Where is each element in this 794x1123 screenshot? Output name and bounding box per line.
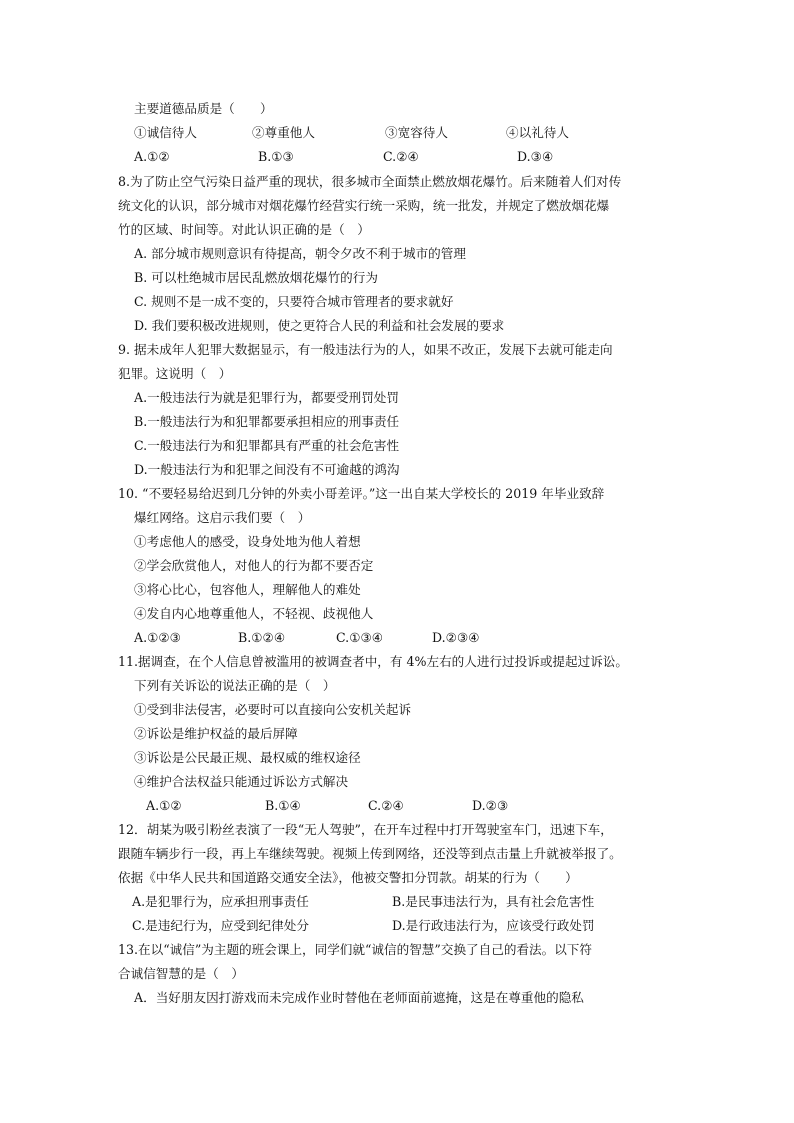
q12-option: D.是行政违法行为，应该受行政处罚: [392, 918, 595, 933]
q10-item: ④发自内心地尊重他人，不轻视、歧视他人: [134, 606, 374, 621]
q13-stem-line: 13.在以“诚信”为主题的班会课上，同学们就“诚信的智慧”交换了自己的看法。以下符: [118, 942, 592, 957]
q13-stem-line: 合诚信智慧的是（ ）: [118, 966, 244, 981]
q7-item: ①诚信待人: [134, 125, 197, 140]
q9-option: D.一般违法行为和犯罪之间没有不可逾越的鸿沟: [134, 462, 400, 477]
q9-stem-line: 9. 据未成年人犯罪大数据显示，有一般违法行为的人，如果不改正，发展下去就可能走向: [118, 342, 613, 357]
q12-options-row1: [132, 896, 652, 912]
q11-option: D.②③: [472, 798, 509, 813]
q12-option: C.是违纪行为，应受到纪律处分: [132, 918, 309, 933]
q9-option: B.一般违法行为和犯罪都要承担相应的刑事责任: [134, 414, 400, 429]
q11-option: B.①④: [265, 798, 301, 813]
q12-option: A.是犯罪行为，应承担刑事责任: [132, 894, 309, 909]
q10-options: [134, 632, 534, 648]
q11-item: ③诉讼是公民最正规、最权威的维权途径: [134, 750, 361, 765]
q10-stem-line: 10. “不要轻易给迟到几分钟的外卖小哥差评。”这一出自某大学校长的 2019 年毕业致辞: [118, 486, 605, 501]
q11-stem-line: 下列有关诉讼的说法正确的是（ ）: [134, 678, 336, 693]
q12-stem-line: 12．胡某为吸引粉丝表演了一段“无人驾驶”，在开车过程中打开驾驶室车门，迅速下车，: [118, 822, 613, 837]
q7-option: B.①③: [258, 149, 294, 164]
q8-stem-line: 统文化的认识，部分城市对烟花爆竹经营实行统一采购，统一批发，并规定了燃放烟花爆: [118, 198, 610, 213]
q11-option: A.①②: [146, 798, 182, 813]
q10-stem-line: 爆红网络。这启示我们要（ ）: [134, 510, 311, 525]
q10-option: A.①②③: [134, 630, 181, 645]
q7-item: ③宽容待人: [385, 125, 448, 140]
q10-option: C.①③④: [336, 630, 384, 645]
q7-stem-tail: 主要道德品质是（ ）: [134, 101, 273, 116]
q8-option: D. 我们要积极改进规则，使之更符合人民的利益和社会发展的要求: [134, 318, 505, 333]
q11-item: ④维护合法权益只能通过诉讼方式解决: [134, 774, 349, 789]
q11-item: ②诉讼是维护权益的最后屏障: [134, 726, 298, 741]
q10-item: ①考虑他人的感受，设身处地为他人着想: [134, 534, 361, 549]
q11-options: [146, 800, 546, 816]
q8-option: B. 可以杜绝城市居民乱燃放烟花爆竹的行为: [134, 270, 378, 285]
q12-option: B.是民事违法行为，具有社会危害性: [392, 894, 595, 909]
q11-stem-line: 11.据调查，在个人信息曾被滥用的被调查者中，有 4%左右的人进行过投诉或提起过诉讼。: [118, 654, 628, 669]
q12-options-row2: [132, 920, 652, 936]
q10-item: ③将心比心，包容他人，理解他人的难处: [134, 582, 361, 597]
q7-option: A.①②: [134, 149, 170, 164]
q8-option: C. 规则不是一成不变的，只要符合城市管理者的要求就好: [134, 294, 454, 309]
q11-item: ①受到非法侵害，必要时可以直接向公安机关起诉: [134, 702, 412, 717]
q12-stem-line: 跟随车辆步行一段，再上车继续驾驶。视频上传到网络，还没等到点击量上升就被举报了。: [118, 846, 622, 861]
q8-stem-line: 8.为了防止空气污染日益严重的现状，很多城市全面禁止燃放烟花爆竹。后来随着人们对传: [118, 174, 622, 189]
q10-option: B.①②④: [238, 630, 286, 645]
q9-option: C.一般违法行为和犯罪都具有严重的社会危害性: [134, 438, 400, 453]
q7-item: ④以礼待人: [506, 125, 569, 140]
q12-stem-line: 依据《中华人民共和国道路交通安全法》，他被交警扣分罚款。胡某的行为（ ）: [118, 870, 578, 885]
q7-option: C.②④: [383, 149, 419, 164]
q11-option: C.②④: [368, 798, 404, 813]
q13-option: A．当好朋友因打游戏而未完成作业时替他在老师面前遮掩，这是在尊重他的隐私: [134, 990, 584, 1005]
q7-options: [134, 151, 594, 167]
q10-option: D.②③④: [432, 630, 480, 645]
q10-item: ②学会欣赏他人，对他人的行为都不要否定: [134, 558, 374, 573]
q9-stem-line: 犯罪。这说明（ ）: [118, 366, 232, 381]
q7-item: ②尊重他人: [252, 125, 315, 140]
q8-stem-line: 竹的区域、时间等。对此认识正确的是（ ）: [118, 222, 370, 237]
q7-items: [134, 127, 594, 143]
q7-option: D.③④: [517, 149, 554, 164]
q9-option: A.一般违法行为就是犯罪行为，都要受刑罚处罚: [134, 390, 399, 405]
q8-option: A. 部分城市规则意识有待提高，朝令夕改不利于城市的管理: [134, 246, 466, 261]
